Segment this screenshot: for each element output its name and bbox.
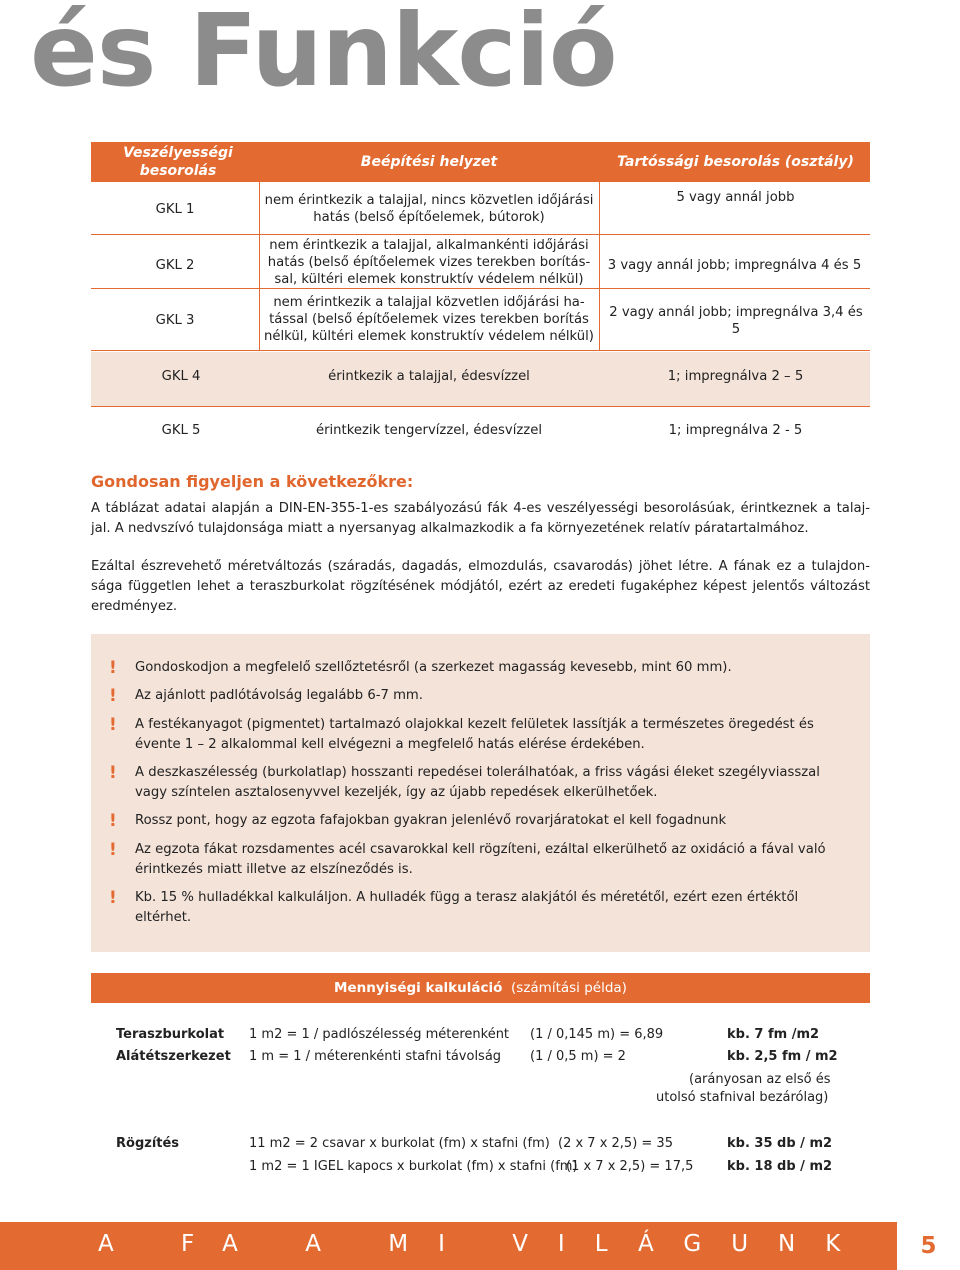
calc-note-line1: (arányosan az első és (689, 1072, 831, 1087)
row-gkl5-durability: 1; impregnálva 2 - 5 (668, 423, 803, 438)
page-title: és Funkció (30, 0, 617, 109)
row-gkl2-durability: 3 vagy annál jobb; impregnálva 4 és 5 (607, 258, 862, 273)
calc-result-screw: kb. 35 db / m2 (727, 1136, 833, 1151)
notice-paragraph-2: Ezáltal észrevehető méretváltozás (száradás, dagadás, elmozdulás, csavarodás) jöhet létre. A fának ez a tulajdon-sága független lehet a teraszburkolat rögzítésének módjától, ezért az eredeti fugaképhez képest jelentős változást eredményez. (91, 559, 870, 614)
row-gkl1-situation: nem érintkezik a talajjal, nincs közvetlen időjárási hatás (belső építőelemek, bútorok) (264, 193, 594, 225)
row-gkl3-class: GKL 3 (155, 313, 195, 328)
row-gkl1-class: GKL 1 (155, 202, 195, 217)
tip-item: ! Az egzota fákat rozsdamentes acél csavarokkal kell rögzíteni, ezáltal elkerülhető az oxidáció a fával való érintkezés miatt illetve az elszíneződés is. (109, 840, 826, 877)
row-gkl3-durability: 2 vagy annál jobb; impregnálva 3,4 és 5 (609, 305, 863, 337)
tips-box (91, 634, 870, 952)
exclamation-icon: ! (109, 658, 117, 678)
calc-result-clip: kb. 18 db / m2 (727, 1159, 833, 1174)
calc-formula-screw: 11 m2 = 2 csavar x burkolat (fm) x stafni (fm) (249, 1136, 550, 1151)
tip-item: ! A festékanyagot (pigmentet) tartalmazó olajokkal kezelt felületek lassítják a természetes öregedést és évente 1 – 2 alkalommal kell elvégezni a megfelelő hatás elérése érdekében. (109, 715, 814, 752)
row-gkl4-situation: érintkezik a talajjal, édesvízzel (328, 369, 530, 384)
calc-label-fixing: Rögzítés (116, 1136, 180, 1151)
row-gkl3-situation: nem érintkezik a talajjal közvetlen időjárási ha-tással (belső építőelemek vizes terekben borítás nélkül, kültéri elemek konstruktív védelem nélkül) (264, 295, 594, 344)
calc-label-joist: Alátétszerkezet (116, 1049, 231, 1064)
row-gkl5-class: GKL 5 (161, 423, 201, 438)
row-gkl2-situation: nem érintkezik a talajjal, alkalmankénti időjárási hatás (belső építőelemek vizes terekben borítás-sal, kültéri elemek konstruktív védelem nélkül) (267, 238, 591, 287)
tip-item: ! Gondoskodjon a megfelelő szellőztetésről (a szerkezet magasság kevesebb, mint 60 mm). (109, 658, 732, 678)
calc-value-clip: (1 x 7 x 2,5) = 17,5 (566, 1159, 694, 1174)
calc-result-joist: kb. 2,5 fm / m2 (727, 1049, 838, 1064)
calc-note-line2: utolsó stafnival bezárólag) (656, 1090, 829, 1105)
exclamation-icon: ! (109, 715, 117, 735)
tip-item: ! Az ajánlott padlótávolság legalább 6-7 mm. (109, 686, 423, 706)
header-situation: Beépítési helyzet (360, 154, 498, 170)
calc-header: Mennyiségi kalkuláció (számítási példa) (91, 973, 870, 1003)
calc-formula-clip: 1 m2 = 1 IGEL kapocs x burkolat (fm) x stafni (fm) (249, 1159, 578, 1174)
exclamation-icon: ! (109, 888, 117, 908)
tip-item: ! A deszkaszélesség (burkolatlap) hosszanti repedései tolerálhatóak, a friss vágási éleket szegélyviasszal vagy színtelen asztalosenyvvel kezeljék, így az újabb repedések elkerülhetőek. (109, 763, 820, 800)
notice-heading: Gondosan figyeljen a következőkre: (91, 472, 414, 491)
header-durability: Tartóssági besorolás (osztály) (617, 154, 854, 170)
exclamation-icon: ! (109, 811, 117, 831)
table-header (91, 142, 870, 182)
exclamation-icon: ! (109, 686, 117, 706)
classification-table (91, 142, 870, 454)
page-number: 5 (897, 1222, 960, 1270)
calc-value-decking: (1 / 0,145 m) = 6,89 (530, 1027, 664, 1042)
exclamation-icon: ! (109, 840, 117, 860)
notice-paragraph-1: A táblázat adatai alapján a DIN-EN-355-1-es szabályozású fák 4-es veszélyességi besorolásúak, érintkeznek a talaj-jal. A nedvszívó tulajdonsága miatt a nyersanyag alkalmazkodik a fa környezetének relatív páratartalmához. (91, 501, 870, 536)
calc-result-decking: kb. 7 fm /m2 (727, 1027, 820, 1042)
footer-bar (0, 1222, 897, 1270)
row-gkl4-durability: 1; impregnálva 2 – 5 (667, 369, 804, 384)
calc-formula-joist: 1 m = 1 / méterenkénti stafni távolság (249, 1049, 502, 1064)
footer-slogan: A FA A MI VILÁGUNK (98, 1231, 871, 1257)
calc-label-decking: Teraszburkolat (116, 1027, 225, 1042)
exclamation-icon: ! (109, 763, 117, 783)
calc-value-screw: (2 x 7 x 2,5) = 35 (558, 1136, 673, 1151)
row-gkl1-durability: 5 vagy annál jobb (676, 190, 795, 205)
row-gkl2-class: GKL 2 (155, 258, 195, 273)
calc-formula-decking: 1 m2 = 1 / padlószélesség méterenként (249, 1027, 510, 1042)
row-gkl5-situation: érintkezik tengervízzel, édesvízzel (315, 423, 542, 438)
tip-item: ! Rossz pont, hogy az egzota fafajokban gyakran jelenlévő rovarjáratokat el kell fogadnunk (109, 811, 727, 831)
header-class: Veszélyességi besorolás (123, 145, 233, 179)
tip-item: ! Kb. 15 % hulladékkal kalkuláljon. A hulladék függ a terasz alakjától és méretétől, ezért ezen értéktől eltérhet. (109, 888, 799, 925)
row-gkl4-class: GKL 4 (161, 369, 201, 384)
calc-value-joist: (1 / 0,5 m) = 2 (530, 1049, 626, 1064)
